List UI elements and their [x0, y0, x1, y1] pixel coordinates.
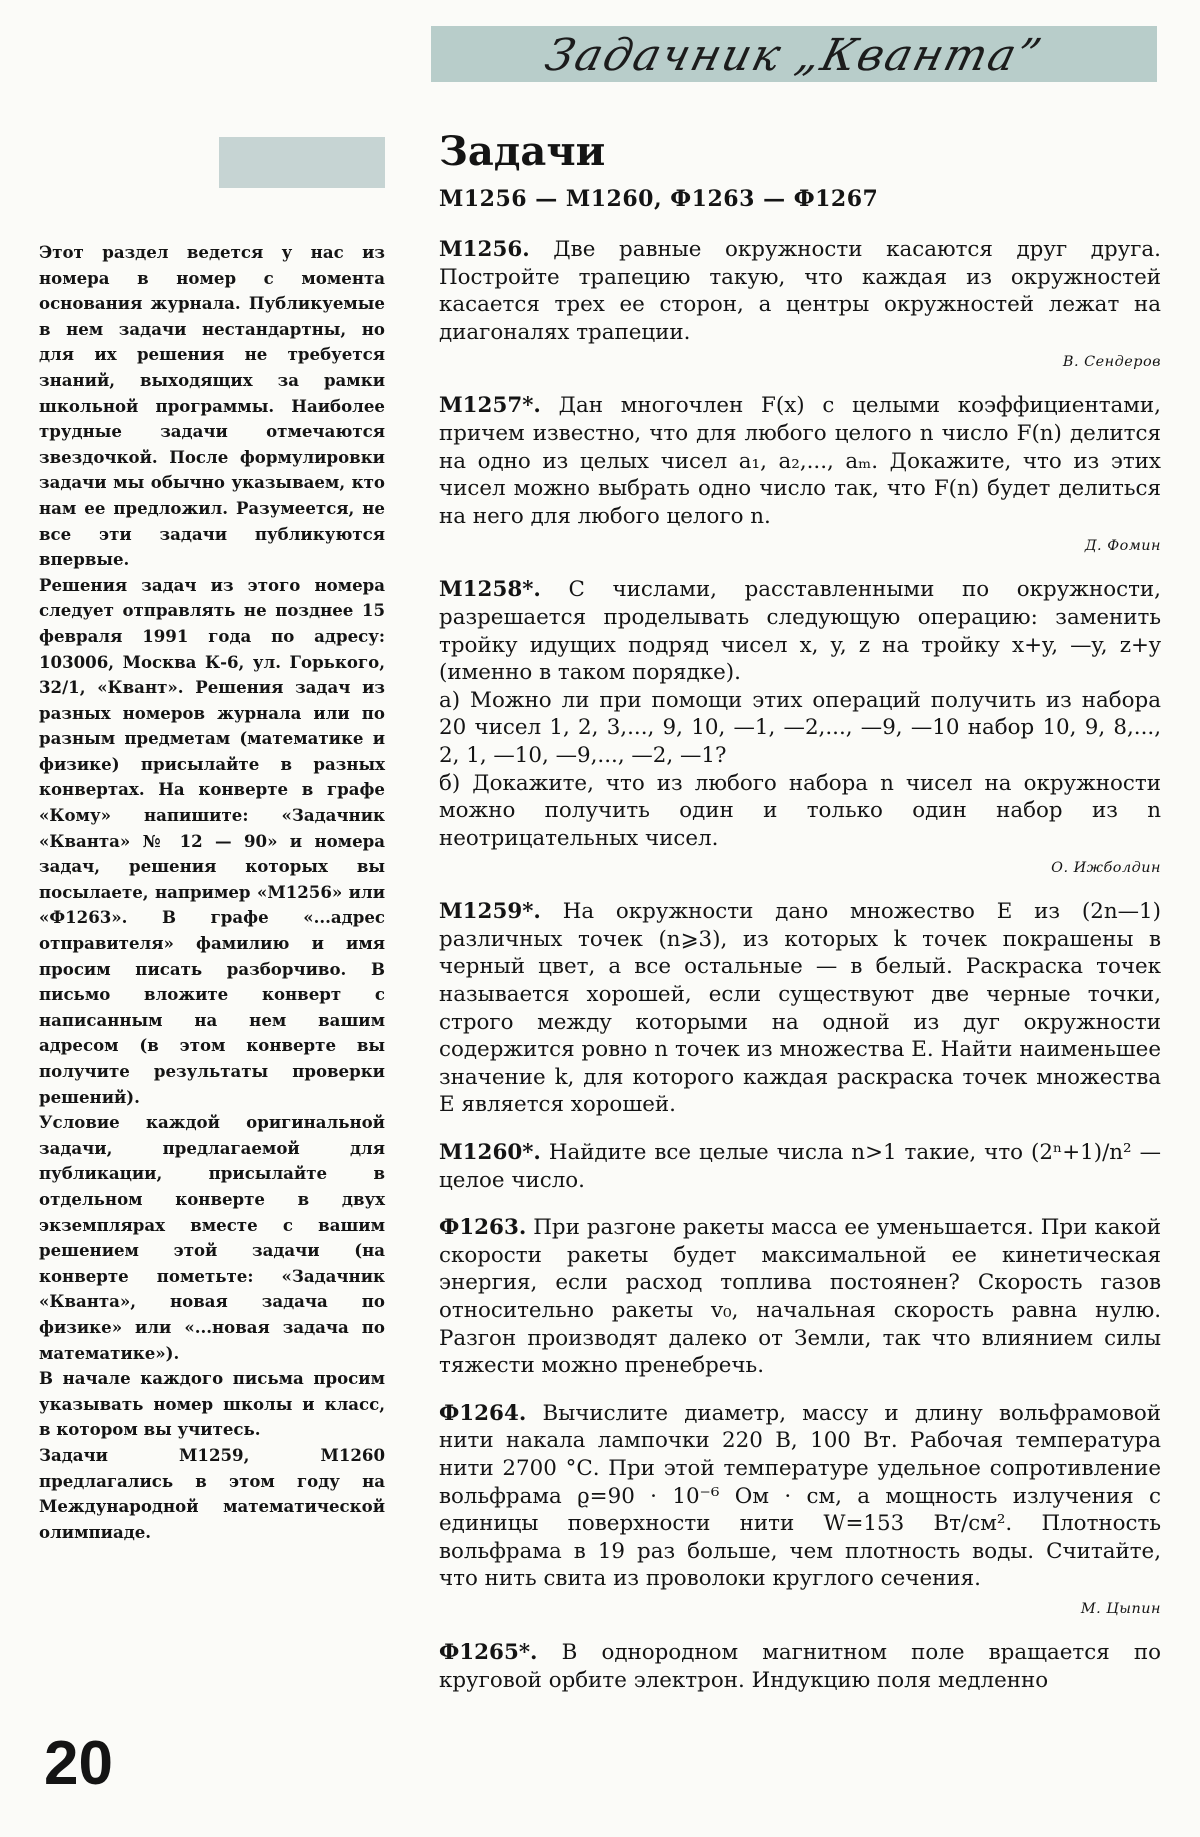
problem-author: Д. Фомин [1084, 538, 1161, 555]
sidebar-paragraph: Этот раздел ведется у нас из номера в номер с момента основания журнала. Публикуемые в нем задачи нестандартны, но для их решения не требуется знаний, выходящих за рамки школьной программы. Наиболее трудные задачи отмечаются звездочкой. После формулировки задачи мы обычно указываем, кто нам ее предложил. Разумеется, не все эти задачи публикуются впервые. [39, 242, 385, 570]
problem-text-part-b: б) Докажите, что из любого набора n чисел на окружности можно получить один и только один набор из n неотрицательных чисел. [439, 770, 1161, 851]
problem-text: На окружности дано множество E из (2n—1) различных точек (n⩾3), из которых k точек покрашены в черный цвет, а все остальные — в белый. Раскраска точек называется хорошей, если существуют две черные точки, строго между которыми на одной из дуг окружности содержится ровно n точек из множества E. Найти наименьшее значение k, для которого каждая раскраска точек множества E является хорошей. [439, 899, 1161, 1118]
problem-m1258 [439, 576, 1161, 878]
problem-text: В однородном магнитном поле вращается по круговой орбите электрон. Индукцию поля медленно [439, 1639, 1161, 1693]
problem-text: При разгоне ракеты масса ее уменьшается. При какой скорости ракеты будет максимальной ее кинетическая энергия, если расход топлива постоянен? Скорость газов относительно ракеты v₀, начальная скорость равна нулю. Разгон производят далеко от Земли, так что влиянием силы тяжести можно пренебречь. [439, 1215, 1161, 1379]
problem-code: М1257*. [439, 393, 541, 419]
page-number: 20 [44, 1729, 113, 1798]
sidebar-paragraph: Решения задач из этого номера следует отправлять не позднее 15 февраля 1991 года по адресу: 103006, Москва К-6, ул. Горького, 32/1, «Квант». Решения задач из разных номеров журнала или по разным предметам (математике и физике) присылайте в разных конвертах. На конверте в графе «Кому» напишите: «Задачник «Кванта» № 12 — 90» и номера задач, решения которых вы посылаете, например «М1256» или «Ф1263». В графе «...адрес отправителя» фамилию и имя просим писать разборчиво. В письмо вложите конверт с написанным на нем вашим адресом (в этом конверте вы получите результаты проверки решений). [39, 574, 385, 1107]
problem-code: Ф1265*. [439, 1639, 538, 1665]
problem-code: Ф1264. [439, 1400, 527, 1426]
problem-code: М1260*. [439, 1140, 541, 1166]
problem-text-part-a: а) Можно ли при помощи этих операций получить из набора 20 чисел 1, 2, 3,..., 9, 10, —1, —2,..., —9, —10 набор 10, 9, 8,..., 2, 1, —10, —9,..., —2, —1? [439, 687, 1161, 768]
problem-code: Ф1263. [439, 1215, 527, 1241]
problem-m1256 [439, 236, 1161, 372]
problem-m1259 [439, 898, 1161, 1119]
problem-text: Две равные окружности касаются друг друга. Постройте трапецию такую, что каждая из окружностей касается трех ее сторон, а центры окружностей лежат на диагоналях трапеции. [439, 237, 1161, 345]
problem-f1265 [439, 1639, 1161, 1694]
problem-author: О. Ижболдин [1051, 860, 1161, 877]
problem-f1264 [439, 1400, 1161, 1619]
problem-author: М. Цыпин [1080, 1600, 1161, 1617]
problem-f1263 [439, 1214, 1161, 1380]
banner-title: Задачник „Кванта” [540, 30, 1048, 81]
sidebar-paragraph: Задачи М1259, М1260 предлагались в этом году на Международной математической олимпиаде. [39, 1444, 385, 1542]
problem-text: Вычислите диаметр, массу и длину вольфрамовой нити накала лампочки 220 В, 100 Вт. Рабочая температура нити 2700 °С. При этой температуре удельное сопротивление вольфрама ϱ=90 · 10⁻⁶ Ом · см, а мощность излучения с единицы поверхности нити W=153 Вт/см². Плотность вольфрама в 19 раз больше, чем плотность воды. Считайте, что нить свита из проволоки круглого сечения. [439, 1400, 1161, 1592]
problem-code: М1258*. [439, 577, 541, 603]
problem-list [439, 236, 1161, 1694]
problem-text: Найдите все целые числа n>1 такие, что (2ⁿ+1)/n² — целое число. [439, 1140, 1161, 1193]
problem-m1260 [439, 1139, 1161, 1194]
problem-range-subtitle: М1256 — М1260, Ф1263 — Ф1267 [439, 186, 879, 212]
problem-text: Дан многочлен F(x) с целыми коэффициентами, причем известно, что для любого целого n число F(n) делится на одно из целых чисел a₁, a₂,..., aₘ. Докажите, что из этих чисел можно выбрать одно число так, что F(n) будет делиться на него для любого целого n. [439, 393, 1161, 529]
header-banner [431, 26, 1157, 82]
sidebar-info [39, 240, 385, 1545]
main-content [439, 128, 1161, 1714]
page-title: Задачи [439, 128, 606, 175]
problem-code: М1256. [439, 237, 530, 262]
problem-code: М1259*. [439, 899, 541, 925]
problem-m1257 [439, 392, 1161, 556]
sidebar-paragraph: Условие каждой оригинальной задачи, предлагаемой для публикации, присылайте в отдельном конверте в двух экземплярах вместе с вашим решением этой задачи (на конверте пометьте: «Задачник «Кванта», новая задача по физике» или «...новая задача по математике»). [39, 1112, 385, 1363]
sidebar-paragraph: В начале каждого письма просим указывать номер школы и класс, в котором вы учитесь. [39, 1368, 385, 1440]
problem-author: В. Сендеров [1062, 354, 1161, 371]
decorative-grey-box [219, 137, 385, 188]
problem-text: С числами, расставленными по окружности, разрешается проделывать следующую операцию: заменить тройку идущих подряд чисел x, y, z на тройку x+y, —y, z+y (именно в таком порядке). [439, 577, 1161, 686]
